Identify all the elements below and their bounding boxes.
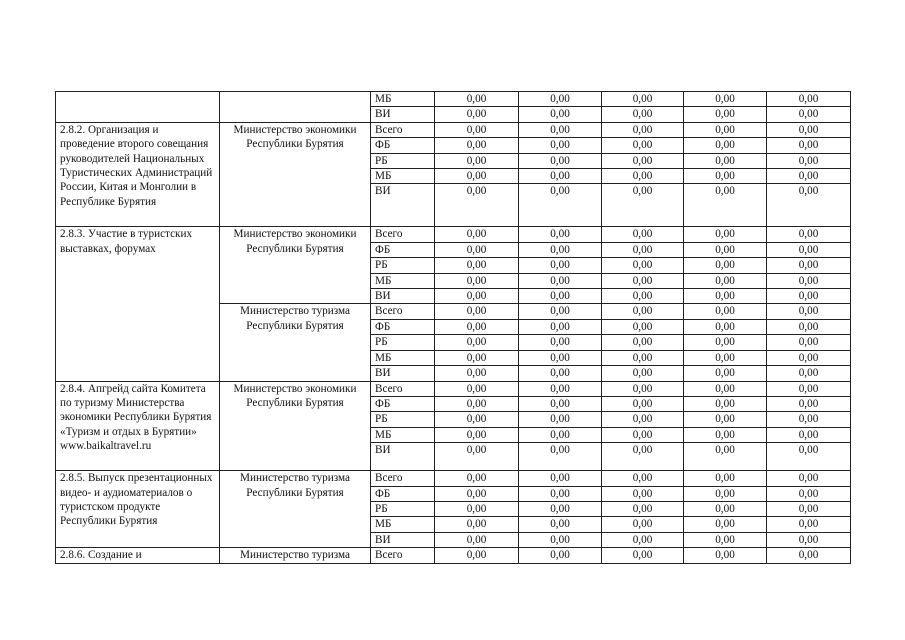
funding-source-cell: ФБ [371,396,435,411]
amount-cell: 0,00 [767,412,851,427]
funding-source-cell: МБ [371,350,435,365]
amount-cell: 0,00 [435,169,519,184]
amount-cell: 0,00 [767,153,851,168]
funding-source-cell: МБ [371,427,435,442]
amount-cell: 0,00 [602,169,684,184]
amount-cell: 0,00 [435,396,519,411]
table-row [56,471,851,486]
measure-cell: 2.8.2. Организация и проведение второго совещания руководителей Национальных Туристических Администраций России, Китая и Монголии в Республике Бурятия [56,122,220,227]
amount-cell: 0,00 [602,92,684,107]
funding-source-cell: ФБ [371,486,435,501]
amount-cell: 0,00 [519,153,602,168]
amount-cell: 0,00 [519,381,602,396]
amount-cell: 0,00 [602,501,684,516]
amount-cell: 0,00 [519,350,602,365]
funding-source-cell: РБ [371,153,435,168]
amount-cell: 0,00 [602,517,684,532]
amount-cell: 0,00 [519,169,602,184]
funding-source-cell: ВИ [371,184,435,227]
amount-cell: 0,00 [519,517,602,532]
amount-cell: 0,00 [435,381,519,396]
amount-cell: 0,00 [684,427,767,442]
amount-cell: 0,00 [684,122,767,137]
amount-cell: 0,00 [602,227,684,242]
amount-cell: 0,00 [767,366,851,381]
funding-source-cell: Всего [371,381,435,396]
executor-cell: Министерство экономики Республики Бурятия [220,227,371,304]
amount-cell: 0,00 [684,138,767,153]
amount-cell: 0,00 [684,412,767,427]
funding-source-cell: Всего [371,548,435,563]
amount-cell: 0,00 [684,319,767,334]
amount-cell: 0,00 [435,107,519,122]
amount-cell: 0,00 [519,227,602,242]
amount-cell: 0,00 [684,396,767,411]
amount-cell: 0,00 [519,427,602,442]
amount-cell: 0,00 [684,107,767,122]
amount-cell: 0,00 [435,92,519,107]
funding-source-cell: РБ [371,412,435,427]
amount-cell: 0,00 [435,350,519,365]
funding-source-cell: ВИ [371,443,435,471]
budget-table [55,91,851,564]
amount-cell: 0,00 [519,443,602,471]
measure-cell: 2.8.5. Выпуск презентационных видео- и аудиоматериалов о туристском продукте Республики Бурятия [56,471,220,548]
amount-cell: 0,00 [602,258,684,273]
amount-cell: 0,00 [519,184,602,227]
amount-cell: 0,00 [684,501,767,516]
funding-source-cell: МБ [371,273,435,288]
amount-cell: 0,00 [435,184,519,227]
amount-cell: 0,00 [602,273,684,288]
executor-cell [220,92,371,123]
amount-cell: 0,00 [519,304,602,319]
amount-cell: 0,00 [519,396,602,411]
funding-source-cell: ВИ [371,366,435,381]
amount-cell: 0,00 [767,443,851,471]
amount-cell: 0,00 [602,319,684,334]
amount-cell: 0,00 [767,242,851,257]
funding-source-cell: ФБ [371,319,435,334]
funding-source-cell: Всего [371,227,435,242]
executor-cell: Министерство туризма Республики Бурятия [220,304,371,381]
funding-source-cell: ВИ [371,289,435,304]
amount-cell: 0,00 [435,366,519,381]
amount-cell: 0,00 [519,548,602,563]
amount-cell: 0,00 [435,153,519,168]
funding-source-cell: РБ [371,258,435,273]
amount-cell: 0,00 [767,319,851,334]
amount-cell: 0,00 [767,304,851,319]
amount-cell: 0,00 [684,350,767,365]
amount-cell: 0,00 [602,335,684,350]
amount-cell: 0,00 [684,184,767,227]
amount-cell: 0,00 [767,548,851,563]
amount-cell: 0,00 [767,486,851,501]
amount-cell: 0,00 [435,138,519,153]
funding-source-cell: Всего [371,304,435,319]
amount-cell: 0,00 [602,350,684,365]
amount-cell: 0,00 [435,532,519,547]
amount-cell: 0,00 [767,273,851,288]
amount-cell: 0,00 [602,153,684,168]
table-row [56,92,851,107]
amount-cell: 0,00 [435,304,519,319]
funding-source-cell: МБ [371,92,435,107]
amount-cell: 0,00 [519,412,602,427]
amount-cell: 0,00 [519,335,602,350]
funding-source-cell: ВИ [371,107,435,122]
amount-cell: 0,00 [684,169,767,184]
amount-cell: 0,00 [767,501,851,516]
table-row [56,122,851,137]
amount-cell: 0,00 [684,486,767,501]
funding-source-cell: МБ [371,517,435,532]
amount-cell: 0,00 [519,289,602,304]
funding-source-cell: РБ [371,501,435,516]
table-row [56,548,851,563]
amount-cell: 0,00 [435,242,519,257]
amount-cell: 0,00 [602,548,684,563]
executor-cell: Министерство экономики Республики Бурятия [220,122,371,227]
funding-source-cell: ВИ [371,532,435,547]
amount-cell: 0,00 [684,517,767,532]
amount-cell: 0,00 [684,366,767,381]
executor-cell: Министерство туризма Республики Бурятия [220,471,371,548]
amount-cell: 0,00 [767,122,851,137]
amount-cell: 0,00 [435,273,519,288]
amount-cell: 0,00 [519,532,602,547]
amount-cell: 0,00 [767,517,851,532]
amount-cell: 0,00 [602,366,684,381]
funding-source-cell: ФБ [371,138,435,153]
amount-cell: 0,00 [519,273,602,288]
amount-cell: 0,00 [519,501,602,516]
funding-source-cell: РБ [371,335,435,350]
measure-cell: 2.8.3. Участие в туристских выставках, форумах [56,227,220,381]
funding-source-cell: Всего [371,122,435,137]
amount-cell: 0,00 [435,471,519,486]
amount-cell: 0,00 [519,138,602,153]
measure-cell: 2.8.4. Апгрейд сайта Комитета по туризму Министерства экономики Республики Бурятия «Туризм и отдых в Бурятии» www.baikaltravel.ru [56,381,220,471]
amount-cell: 0,00 [602,304,684,319]
amount-cell: 0,00 [684,227,767,242]
amount-cell: 0,00 [767,107,851,122]
amount-cell: 0,00 [767,92,851,107]
amount-cell: 0,00 [684,532,767,547]
amount-cell: 0,00 [519,122,602,137]
amount-cell: 0,00 [602,396,684,411]
budget-table-body [56,92,851,564]
amount-cell: 0,00 [684,92,767,107]
amount-cell: 0,00 [602,242,684,257]
amount-cell: 0,00 [519,107,602,122]
amount-cell: 0,00 [519,366,602,381]
funding-source-cell: ФБ [371,242,435,257]
amount-cell: 0,00 [519,471,602,486]
measure-cell: 2.8.6. Создание и [56,548,220,563]
amount-cell: 0,00 [602,122,684,137]
amount-cell: 0,00 [767,227,851,242]
amount-cell: 0,00 [435,122,519,137]
amount-cell: 0,00 [767,184,851,227]
amount-cell: 0,00 [519,486,602,501]
executor-cell: Министерство экономики Республики Бурятия [220,381,371,471]
amount-cell: 0,00 [435,517,519,532]
amount-cell: 0,00 [602,412,684,427]
amount-cell: 0,00 [684,258,767,273]
amount-cell: 0,00 [435,501,519,516]
amount-cell: 0,00 [435,258,519,273]
amount-cell: 0,00 [602,443,684,471]
amount-cell: 0,00 [684,548,767,563]
funding-source-cell: Всего [371,471,435,486]
amount-cell: 0,00 [767,138,851,153]
executor-cell: Министерство туризма [220,548,371,563]
amount-cell: 0,00 [602,532,684,547]
amount-cell: 0,00 [767,532,851,547]
amount-cell: 0,00 [767,381,851,396]
amount-cell: 0,00 [684,443,767,471]
amount-cell: 0,00 [435,335,519,350]
amount-cell: 0,00 [602,471,684,486]
table-row [56,381,851,396]
amount-cell: 0,00 [435,412,519,427]
amount-cell: 0,00 [602,289,684,304]
amount-cell: 0,00 [519,242,602,257]
amount-cell: 0,00 [767,396,851,411]
amount-cell: 0,00 [767,350,851,365]
table-row [56,227,851,242]
amount-cell: 0,00 [602,138,684,153]
amount-cell: 0,00 [767,427,851,442]
amount-cell: 0,00 [684,335,767,350]
amount-cell: 0,00 [435,427,519,442]
amount-cell: 0,00 [602,486,684,501]
amount-cell: 0,00 [767,169,851,184]
amount-cell: 0,00 [519,92,602,107]
amount-cell: 0,00 [767,335,851,350]
amount-cell: 0,00 [435,227,519,242]
amount-cell: 0,00 [684,304,767,319]
amount-cell: 0,00 [435,486,519,501]
amount-cell: 0,00 [519,258,602,273]
amount-cell: 0,00 [602,107,684,122]
amount-cell: 0,00 [684,381,767,396]
amount-cell: 0,00 [684,273,767,288]
amount-cell: 0,00 [767,289,851,304]
amount-cell: 0,00 [767,471,851,486]
amount-cell: 0,00 [435,289,519,304]
amount-cell: 0,00 [435,443,519,471]
amount-cell: 0,00 [684,471,767,486]
measure-cell [56,92,220,123]
amount-cell: 0,00 [435,548,519,563]
amount-cell: 0,00 [435,319,519,334]
amount-cell: 0,00 [767,258,851,273]
funding-source-cell: МБ [371,169,435,184]
amount-cell: 0,00 [684,242,767,257]
amount-cell: 0,00 [519,319,602,334]
amount-cell: 0,00 [684,289,767,304]
amount-cell: 0,00 [684,153,767,168]
amount-cell: 0,00 [602,184,684,227]
amount-cell: 0,00 [602,427,684,442]
amount-cell: 0,00 [602,381,684,396]
